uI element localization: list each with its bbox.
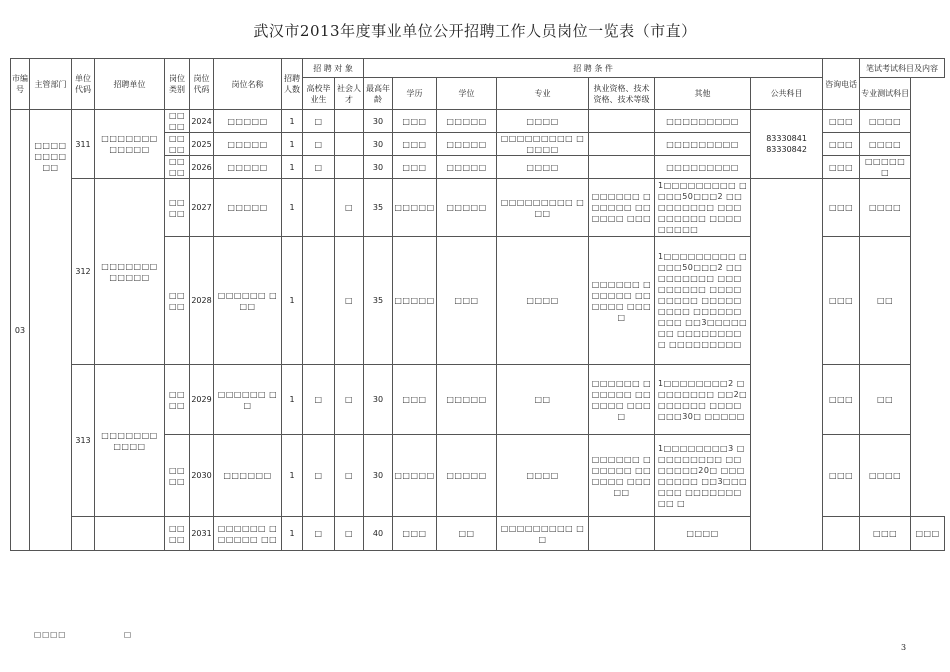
grad-cell: □ [303,517,335,551]
pos-code-cell: 2026 [190,156,214,179]
pos-name-cell: □□□□□ [214,179,282,237]
header-pos-code: 岗位代码 [190,59,214,110]
header-pos-name: 岗位名称 [214,59,282,110]
major-cell: □□□□□□□□□ □□□ [497,179,589,237]
degree-cell: □□□ [437,237,497,365]
major-cell: □□ [497,365,589,435]
grad-cell [303,179,335,237]
pos-code-cell: 2027 [190,179,214,237]
header-major: 专业 [497,78,589,110]
grad-cell: □ [303,365,335,435]
pos-code-cell: 2031 [190,517,214,551]
unit-name-cell: □□□□□□□ □□□□ [95,365,165,517]
public-subject-cell: □□□ [823,237,860,365]
prof-subject-cell: □□ [860,365,911,435]
degree-cell: □□ [437,517,497,551]
qual-cell [589,133,655,156]
header-public-subject: 公共科目 [751,78,823,110]
major-cell: □□□□ [497,156,589,179]
count-cell: 1 [282,110,303,133]
pos-name-cell: □□□□□□ □□ [214,365,282,435]
page-number: 3 [901,643,907,652]
header-edu: 学历 [393,78,437,110]
age-cell: 30 [364,365,393,435]
count-cell: 1 [282,237,303,365]
prof-subject-cell: □□□□□ □ [860,156,911,179]
public-subject-cell: □□□ [823,179,860,237]
unit-name-cell: □□□□□□□ □□□□□ [95,110,165,179]
pos-type-cell: □□ □□ [165,179,190,237]
positions-table [10,58,945,551]
dept-cell: □□□□ □□□□ □□ [30,110,72,551]
grad-cell: □ [303,110,335,133]
other-cell: 1□□□□□□□□2 □□□□□□□□ □□2□□□□□□□ □□□□□□□30□ □□□□□ [655,365,751,435]
qual-cell [589,110,655,133]
major-cell: □□□□ [497,237,589,365]
degree-cell: □□□□□ [437,133,497,156]
edu-cell: □□□ [393,110,437,133]
header-pos-type: 岗位类别 [165,59,190,110]
header-social: 社会人才 [335,78,364,110]
count-cell: 1 [282,179,303,237]
qual-cell: □□□□□□ □□□□□□ □□□□□□ □□□ [589,179,655,237]
qual-cell: □□□□□□ □□□□□□ □□□□□□ □□□□□ [589,435,655,517]
header-age: 最高年龄 [364,78,393,110]
grad-cell: □ [303,435,335,517]
social-cell: □ [335,435,364,517]
header-dept: 主管部门 [30,59,72,110]
major-cell: □□□□□□□□□ □□ [497,517,589,551]
degree-cell: □□□□□ [437,365,497,435]
other-cell: □□□□□□□□□ [655,156,751,179]
social-cell [335,110,364,133]
footer-mark: □ [124,630,132,639]
degree-cell: □□□□□ [437,435,497,517]
unit-name-cell-empty [95,517,165,551]
edu-cell: □□□ [393,156,437,179]
public-subject-cell: □□□ [860,517,911,551]
pos-name-cell: □□□□□ [214,110,282,133]
pos-type-cell: □□ □□ [165,435,190,517]
social-cell: □ [335,237,364,365]
other-cell: □□□□□□□□□ [655,110,751,133]
header-city-code: 市编号 [11,59,30,110]
count-cell: 1 [282,435,303,517]
header-grad: 高校毕业生 [303,78,335,110]
phone-cell-empty [823,517,860,551]
major-cell: □□□□□□□□□ □□□□□ [497,133,589,156]
public-subject-cell: □□□ [823,435,860,517]
major-cell: □□□□ [497,435,589,517]
social-cell [335,133,364,156]
header-degree: 学位 [437,78,497,110]
unit-code-cell: 311 [72,110,95,179]
edu-cell: □□□□□ [393,179,437,237]
qual-cell [589,517,655,551]
social-cell: □ [335,179,364,237]
header-count: 招聘人数 [282,59,303,110]
header-unit-code: 单位代码 [72,59,95,110]
count-cell: 1 [282,517,303,551]
prof-subject-cell: □□□□ [860,133,911,156]
pos-name-cell: □□□□□□ □□□□□□ □□ [214,517,282,551]
grad-cell: □ [303,156,335,179]
unit-code-cell: 313 [72,365,95,517]
header-row-1 [11,59,945,78]
major-cell: □□□□ [497,110,589,133]
header-unit: 招聘单位 [95,59,165,110]
other-cell: □□□□ [655,517,751,551]
pos-name-cell: □□□□□□ [214,435,282,517]
phone-cell-empty [751,179,823,551]
pos-type-cell: □□ □□ [165,156,190,179]
edu-cell: □□□□□ [393,435,437,517]
public-subject-cell: □□□ [823,133,860,156]
prof-subject-cell: □□□□ [860,110,911,133]
unit-name-cell: □□□□□□□ □□□□□ [95,179,165,365]
degree-cell: □□□□□ [437,179,497,237]
unit-code-cell: 312 [72,179,95,365]
degree-cell: □□□□□ [437,110,497,133]
age-cell: 30 [364,110,393,133]
degree-cell: □□□□□ [437,156,497,179]
pos-type-cell: □□ □□ [165,517,190,551]
public-subject-cell: □□□ [823,156,860,179]
prof-subject-cell: □□□□ [860,179,911,237]
grad-cell [303,237,335,365]
age-cell: 40 [364,517,393,551]
prof-subject-cell: □□□ [911,517,945,551]
pos-code-cell: 2028 [190,237,214,365]
prof-subject-cell: □□□□ [860,435,911,517]
other-cell: □□□□□□□□□ [655,133,751,156]
prof-subject-cell: □□ [860,237,911,365]
other-cell: 1□□□□□□□□□ □□□□50□□□2 □□□□□□□□□ □□□□□□□□□ □□□□□□□□□ □□□□□□□□□ □□□□□□□□□ □□3□□□□□□□ □□□□□□□□□ □□□□□□□□□ [655,237,751,365]
pos-name-cell: □□□□□□ □□□ [214,237,282,365]
pos-type-cell: □□ □□ [165,110,190,133]
social-cell [335,156,364,179]
phone-2: 83330842 [766,145,807,154]
header-phone: 咨询电话 [823,59,860,110]
phone-1: 83330841 [766,134,807,143]
pos-code-cell: 2030 [190,435,214,517]
other-cell: 1□□□□□□□□3 □□□□□□□□□ □□□□□□□20□ □□□□□□□□ □□3□□□□□□ □□□□□□□□□ □ [655,435,751,517]
header-exam: 笔试考试科目及内容 [860,59,945,78]
edu-cell: □□□ [393,517,437,551]
public-subject-cell: □□□ [823,365,860,435]
edu-cell: □□□□□ [393,237,437,365]
pos-code-cell: 2025 [190,133,214,156]
qual-cell: □□□□□□ □□□□□□ □□□□□□ □□□□ [589,237,655,365]
page-title: 武汉市2013年度事业单位公开招聘工作人员岗位一览表（市直） [253,22,697,40]
age-cell: 30 [364,435,393,517]
footer-note: □□□□ [34,630,67,639]
age-cell: 30 [364,133,393,156]
qual-cell: □□□□□□ □□□□□□ □□□□□□ □□□□ [589,365,655,435]
header-prof-subject: 专业测试科目 [860,78,911,110]
pos-name-cell: □□□□□ [214,156,282,179]
social-cell: □ [335,365,364,435]
count-cell: 1 [282,365,303,435]
edu-cell: □□□ [393,365,437,435]
count-cell: 1 [282,133,303,156]
other-cell: 1□□□□□□□□□ □□□□50□□□2 □□□□□□□□□ □□□□□□□□□ □□□□□□□□□ [655,179,751,237]
age-cell: 35 [364,179,393,237]
pos-code-cell: 2029 [190,365,214,435]
public-subject-cell: □□□ [823,110,860,133]
qual-cell [589,156,655,179]
header-conditions: 招 聘 条 件 [364,59,823,78]
header-qual: 执业资格、技术资格、技术等级 [589,78,655,110]
unit-code-cell-empty [72,517,95,551]
age-cell: 35 [364,237,393,365]
header-target: 招 聘 对 象 [303,59,364,78]
pos-type-cell: □□ □□ [165,365,190,435]
age-cell: 30 [364,156,393,179]
pos-type-cell: □□ □□ [165,237,190,365]
header-other: 其他 [655,78,751,110]
social-cell: □ [335,517,364,551]
city-code-cell: 03 [11,110,30,551]
edu-cell: □□□ [393,133,437,156]
grad-cell: □ [303,133,335,156]
table-row [11,110,945,133]
table-row [11,179,945,237]
count-cell: 1 [282,156,303,179]
phone-cell [751,110,823,179]
pos-name-cell: □□□□□ [214,133,282,156]
pos-code-cell: 2024 [190,110,214,133]
pos-type-cell: □□ □□ [165,133,190,156]
